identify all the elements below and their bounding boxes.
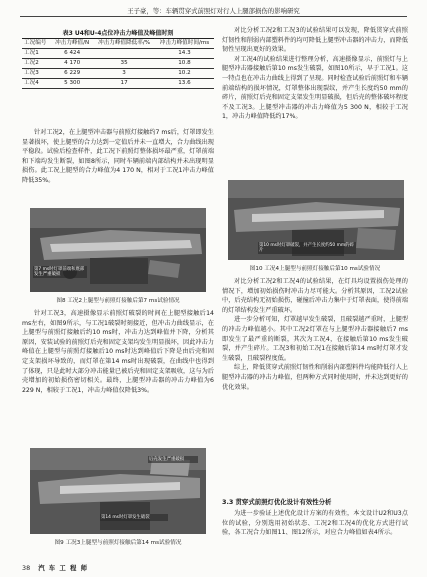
figure-annotation: 第7 ms时灯罩前端和底部发生严重破损 bbox=[33, 266, 87, 278]
table-header-cell: 工况编号 bbox=[22, 39, 51, 49]
right-column-text-2 bbox=[222, 277, 408, 392]
paragraph: 对比分析工况2和工况4的试验结果，在灯具均设置损伤处理的情况下，增加初始损伤时冲击力尽可能大。分析其原因，工况2试验中，后壳结构无初始损伤，碰撞后冲击力集中于灯罩表面，使得前端的灯罩结构发生严重破坏。 bbox=[222, 278, 408, 314]
table-cell: 工况4 bbox=[22, 79, 51, 89]
table-cell: 工况2 bbox=[22, 59, 51, 69]
figure-9-photo bbox=[30, 448, 206, 534]
table-cell: 10.2 bbox=[155, 69, 214, 79]
table-row bbox=[22, 49, 214, 59]
table-cell: 35 bbox=[93, 59, 155, 69]
data-table bbox=[22, 38, 214, 89]
table-cell: 工况1 bbox=[22, 49, 51, 59]
table-header-cell: 冲击力峰值时间/ms bbox=[155, 39, 214, 49]
table-cell bbox=[93, 49, 155, 59]
table-cell: 10.8 bbox=[155, 59, 214, 69]
table-header-cell: 冲击力峰值/N bbox=[51, 39, 93, 49]
page-number: 38 bbox=[22, 564, 31, 572]
figure-annotation: 后壳发生严重破损 bbox=[148, 456, 198, 463]
paragraph: 进一步分析可知，灯罩越早发生破裂，且破裂越严重时，上腿型的冲击力峰值越小。其中工况2灯罩在与上腿型冲击器接触后7 ms即发生了最严重的断裂，其次为工况4，在接触后第10 ms发生破裂，并产生碎片。工况3和初始工况1在接触后第14 ms时灯罩才发生破裂，且破裂程度低。 bbox=[222, 316, 408, 362]
table-cell: 5 300 bbox=[51, 79, 93, 89]
paragraph: 综上，降低贯穿式前照灯韧性和削弱内部塑料件均能降低行人上腿型冲击器的冲击力峰值，但两种方式同时使用时，并未达到更好的优化效果。 bbox=[222, 364, 408, 391]
paragraph: 对工况4的试验结果进行整理分析，高速摄像显示，前照灯与上腿型冲击器接触后第10 ms发生破裂，如图10所示，早于工况1。这一特点也在冲击力曲线上得到了呈现。同时检查试验后前照灯和车辆前端结构的损坏情况，灯罩整体出现裂纹，并产生长度约50 mm的碎片，前照灯后壳和固定支架发生明显破损，但后壳的整体破坏程度不及工况3。上腿型冲击器的冲击力峰值为5 300 N，相较于工况1，冲击力峰值降低约17%。 bbox=[222, 55, 408, 121]
table-cell: 3 bbox=[93, 69, 155, 79]
table-cell: 14.3 bbox=[155, 49, 214, 59]
table-cell: 6 229 bbox=[51, 69, 93, 79]
figure-8-caption: 图8 工况2上腿型与前照灯接触后第7 ms试验情况 bbox=[56, 298, 180, 304]
table-row bbox=[22, 79, 214, 89]
journal-name: 汽 车 工 程 师 bbox=[38, 564, 89, 572]
right-column-text-1 bbox=[222, 26, 408, 122]
table-row bbox=[22, 59, 214, 69]
figure-10-photo bbox=[228, 180, 404, 260]
paragraph: 为进一步验证上述优化设计方案的有效性，本文设计U2和U3点位的试验，分别选用初始状态、工况2和工况4的优化方式进行试验，各工况合力如图11、图12所示，对应合力峰值如表4所示。 bbox=[222, 510, 408, 537]
figure-9-caption: 图9 工况3上腿型与前照灯接触后第14 ms试验情况 bbox=[54, 540, 182, 546]
table-header-row bbox=[22, 39, 214, 49]
left-column-text-2 bbox=[22, 309, 214, 395]
paragraph: 针对工况3，高速摄像显示前照灯破裂的时间在上腿型接触后14 ms左右，如图9所示，与工况1破裂时刻接近，但冲击力曲线显示，在上腿型与前照灯接触后约10 ms时，冲击力达到峰值并下降，分析其原因，安装试验的前照灯后壳和固定支架均发生明显损坏，因此冲击力峰值在上腿型与前照灯接触后10 ms时达到峰值后下降是由后壳和固定支架损坏导致的，而灯罩在第14 ms时出现破裂，在曲线中也得到了体现，只是此时大部分冲击能量已被后壳和固定支架吸收，这与为后壳增加的初始损伤密切相关。最终，上腿型冲击器的冲击力峰值为6 229 N，相较于工况1，冲击力峰值仅降低3%。 bbox=[22, 310, 214, 394]
page-footer bbox=[22, 563, 88, 572]
paragraph: 对比分析工况2和工况3的试验结果可以发现，降低贯穿式前照灯韧性和削弱内部塑料件的均可降低上腿型冲击器的冲击力，而降低韧性呈现出更好的效果。 bbox=[222, 27, 408, 54]
table-cell: 17 bbox=[93, 79, 155, 89]
left-column-text-1 bbox=[22, 128, 214, 186]
header-rule bbox=[20, 16, 407, 17]
table-title: 表3 U4和U-4点位冲击力峰值及峰值时刻 bbox=[62, 30, 174, 37]
figure-8-photo bbox=[30, 208, 206, 292]
paragraph: 针对工况2，在上腿型冲击器与前照灯接触约7 ms后，灯罩即发生显著损坏，使上腿型的合力达到一定值后并未一直增大，合力曲线出现平稳段。试验后检查样件，此工况下前照灯整体损坏最严重，灯罩前端和下端均发生断裂，如图8所示，同时车辆前端内部结构并未出现明显损伤。此工况上腿型的合力峰值为4 170 N，相对于工况1冲击力峰值降低35%。 bbox=[22, 129, 214, 184]
table-header-cell: 冲击力峰值降低率/% bbox=[93, 39, 155, 49]
table-cell: 工况3 bbox=[22, 69, 51, 79]
table-cell: 4 170 bbox=[51, 59, 93, 69]
right-column-text-3 bbox=[222, 509, 408, 538]
running-header: 王子豪，等：车辆贯穿式前照灯对行人上腿部损伤的影响研究 bbox=[127, 7, 300, 15]
figure-annotation: 第14 ms时灯罩发生破裂 bbox=[100, 514, 168, 521]
section-heading: 3.3 贯穿式前照灯优化设计有效性分析 bbox=[222, 498, 332, 506]
figure-10-caption: 图10 工况4上腿型与前照灯接触后第10 ms试验情况 bbox=[249, 266, 381, 272]
table-cell: 13.6 bbox=[155, 79, 214, 89]
table-row bbox=[22, 69, 214, 79]
figure-annotation: 第10 ms时灯罩破裂，并产生长度约50 mm的碎片 bbox=[258, 242, 356, 254]
table-cell: 6 424 bbox=[51, 49, 93, 59]
